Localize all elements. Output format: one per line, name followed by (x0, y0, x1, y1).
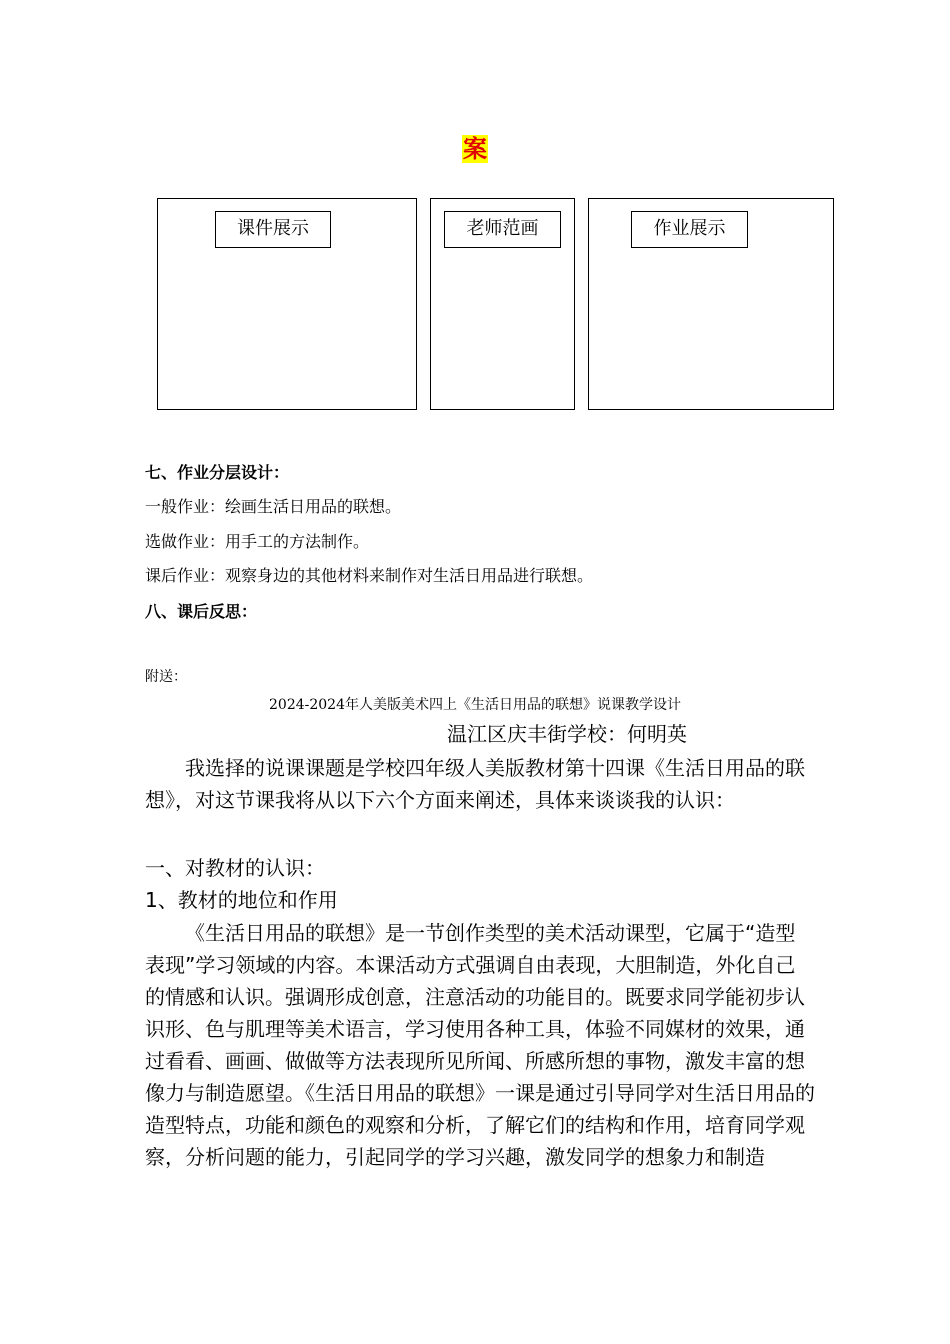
page-title: 案 (463, 135, 487, 163)
homework-optional: 选做作业：用手工的方法制作。 (145, 532, 370, 551)
courseware-panel (157, 198, 417, 410)
homework-after-class: 课后作业：观察身边的其他材料来制作对生活日用品进行联想。 (145, 566, 594, 585)
homework-display-label: 作业展示 (631, 211, 748, 248)
intro-paragraph: 我选择的说课课题是学校四年级人美版教材第十四课《生活日用品的联想》，对这节课我将从以下六个方面来阐述，具体来谈谈我的认识： (145, 756, 805, 812)
subsection-heading: 1、教材的地位和作用 (145, 888, 338, 912)
teacher-demo-label: 老师范画 (444, 211, 561, 248)
teacher-demo-panel (430, 198, 575, 410)
section-heading: 一、对教材的认识： (145, 856, 325, 880)
courseware-label: 课件展示 (215, 211, 331, 248)
homework-heading: 七、作业分层设计： (145, 463, 290, 482)
homework-display-panel (588, 198, 834, 410)
reflection-heading: 八、课后反思： (145, 602, 258, 621)
appendix-label: 附送： (145, 669, 187, 685)
author-line: 温江区庆丰街学校：何明英 (447, 722, 687, 746)
appendix-title: 2024-2024年人美版美术四上《生活日用品的联想》说课教学设计 (269, 697, 681, 713)
body-paragraph: 《生活日用品的联想》是一节创作类型的美术活动课型，它属于“造型表现”学习领域的内容。本课活动方式强调自由表现，大胆制造，外化自己的情感和认识。强调形成创意，注意活动的功能目的。既要求同学能初步认识形、色与肌理等美术语言，学习使用各种工具，体验不同媒材的效果，通过看看、画画、做做等方法表现所见所闻、所感所想的事物，激发丰富的想像力与制造愿望。《生活日用品的联想》一课是通过引导同学对生活日用品的造型特点，功能和颜色的观察和分析，了解它们的结构和作用，培育同学观察，分析问题的能力，引起同学的学习兴趣，激发同学的想象力和制造 (145, 921, 815, 1169)
homework-general: 一般作业：绘画生活日用品的联想。 (145, 497, 402, 516)
